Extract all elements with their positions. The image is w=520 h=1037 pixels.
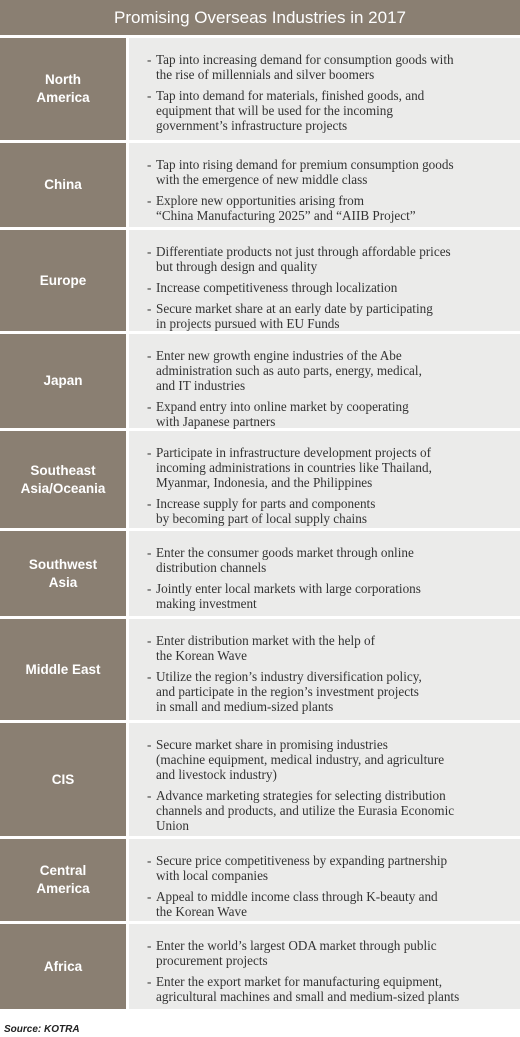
strategy-list — [129, 431, 520, 528]
region-label: CIS — [0, 723, 129, 836]
strategy-list — [129, 924, 520, 1009]
source-note: Source: KOTRA — [4, 1024, 80, 1035]
strategy-text: Jointly enter local markets with large corporations making investment — [156, 581, 421, 611]
bullet-dash: - — [147, 788, 152, 803]
table-row — [0, 431, 520, 531]
strategy-list — [129, 38, 520, 140]
strategy-item — [147, 788, 508, 833]
strategy-item — [147, 445, 508, 490]
strategy-item — [147, 545, 508, 575]
strategy-item — [147, 853, 508, 883]
strategy-text: Enter the world’s largest ODA market through public procurement projects — [156, 938, 437, 968]
strategy-text: Utilize the region’s industry diversification policy, and participate in the region’s investment projects in small and medium-sized plants — [156, 669, 422, 714]
bullet-dash: - — [147, 737, 152, 752]
table-row — [0, 924, 520, 1012]
bullet-dash: - — [147, 545, 152, 560]
strategy-item — [147, 157, 508, 187]
table-row — [0, 839, 520, 924]
strategy-item — [147, 244, 508, 274]
strategy-list — [129, 839, 520, 921]
strategy-list — [129, 143, 520, 227]
region-label: Middle East — [0, 619, 129, 720]
bullet-dash: - — [147, 669, 152, 684]
strategy-text: Expand entry into online market by cooperating with Japanese partners — [156, 399, 409, 429]
bullet-dash: - — [147, 399, 152, 414]
bullet-dash: - — [147, 853, 152, 868]
strategy-text: Participate in infrastructure development projects of incoming administrations in countries like Thailand, Myanmar, Indonesia, and the Philippines — [156, 445, 432, 490]
strategy-text: Enter the export market for manufacturing equipment, agricultural machines and small and medium-sized plants — [156, 974, 460, 1004]
bullet-dash: - — [147, 193, 152, 208]
bullet-dash: - — [147, 244, 152, 259]
bullet-dash: - — [147, 348, 152, 363]
bullet-dash: - — [147, 280, 152, 295]
strategy-text: Appeal to middle income class through K-beauty and the Korean Wave — [156, 889, 438, 919]
strategy-text: Enter the consumer goods market through online distribution channels — [156, 545, 414, 575]
strategy-item — [147, 399, 508, 429]
bullet-dash: - — [147, 445, 152, 460]
strategy-list — [129, 334, 520, 428]
strategy-text: Tap into increasing demand for consumption goods with the rise of millennials and silver boomers — [156, 52, 454, 82]
strategy-text: Increase competitiveness through localization — [156, 280, 398, 295]
strategy-text: Increase supply for parts and components by becoming part of local supply chains — [156, 496, 376, 526]
table-row — [0, 723, 520, 839]
strategy-text: Tap into rising demand for premium consumption goods with the emergence of new middle class — [156, 157, 454, 187]
bullet-dash: - — [147, 938, 152, 953]
table-row — [0, 531, 520, 619]
table-row — [0, 334, 520, 431]
table-title — [0, 0, 520, 35]
region-label: Southwest Asia — [0, 531, 129, 616]
strategy-item — [147, 88, 508, 133]
region-label: North America — [0, 38, 129, 140]
region-label: Central America — [0, 839, 129, 921]
strategy-item — [147, 496, 508, 526]
region-label: Japan — [0, 334, 129, 428]
bullet-dash: - — [147, 52, 152, 67]
strategy-text: Secure market share at an early date by participating in projects pursued with EU Funds — [156, 301, 433, 331]
strategy-item — [147, 301, 508, 331]
bullet-dash: - — [147, 88, 152, 103]
strategy-text: Differentiate products not just through affordable prices but through design and quality — [156, 244, 451, 274]
strategy-list — [129, 230, 520, 331]
strategy-item — [147, 193, 508, 223]
region-label: Europe — [0, 230, 129, 331]
strategy-item — [147, 889, 508, 919]
strategy-item — [147, 669, 508, 714]
strategy-item — [147, 938, 508, 968]
strategy-item — [147, 974, 508, 1004]
table-title-text: Promising Overseas Industries in 2017 — [114, 7, 406, 27]
table-row — [0, 38, 520, 143]
bullet-dash: - — [147, 633, 152, 648]
region-label: Southeast Asia/Oceania — [0, 431, 129, 528]
strategy-item — [147, 581, 508, 611]
bullet-dash: - — [147, 974, 152, 989]
strategy-item — [147, 52, 508, 82]
strategy-text: Enter new growth engine industries of the Abe administration such as auto parts, energy, medical, and IT industries — [156, 348, 422, 393]
bullet-dash: - — [147, 157, 152, 172]
bullet-dash: - — [147, 301, 152, 316]
strategy-text: Advance marketing strategies for selecting distribution channels and products, and utilize the Eurasia Economic Union — [156, 788, 455, 833]
bullet-dash: - — [147, 889, 152, 904]
bullet-dash: - — [147, 496, 152, 511]
strategy-text: Secure market share in promising industries (machine equipment, medical industry, and agriculture and livestock industry) — [156, 737, 445, 782]
region-label: Africa — [0, 924, 129, 1009]
table-row — [0, 143, 520, 230]
region-label: China — [0, 143, 129, 227]
strategy-item — [147, 633, 508, 663]
strategy-text: Tap into demand for materials, finished goods, and equipment that will be used for the incoming government’s infrastructure projects — [156, 88, 425, 133]
strategy-list — [129, 531, 520, 616]
industries-table — [0, 38, 520, 1012]
table-row — [0, 230, 520, 334]
strategy-list — [129, 619, 520, 720]
strategy-list — [129, 723, 520, 836]
bullet-dash: - — [147, 581, 152, 596]
strategy-text: Explore new opportunities arising from “China Manufacturing 2025” and “AIIB Project” — [156, 193, 416, 223]
strategy-item — [147, 348, 508, 393]
strategy-item — [147, 737, 508, 782]
strategy-text: Enter distribution market with the help of the Korean Wave — [156, 633, 376, 663]
table-row — [0, 619, 520, 723]
strategy-item — [147, 280, 508, 295]
strategy-text: Secure price competitiveness by expanding partnership with local companies — [156, 853, 448, 883]
